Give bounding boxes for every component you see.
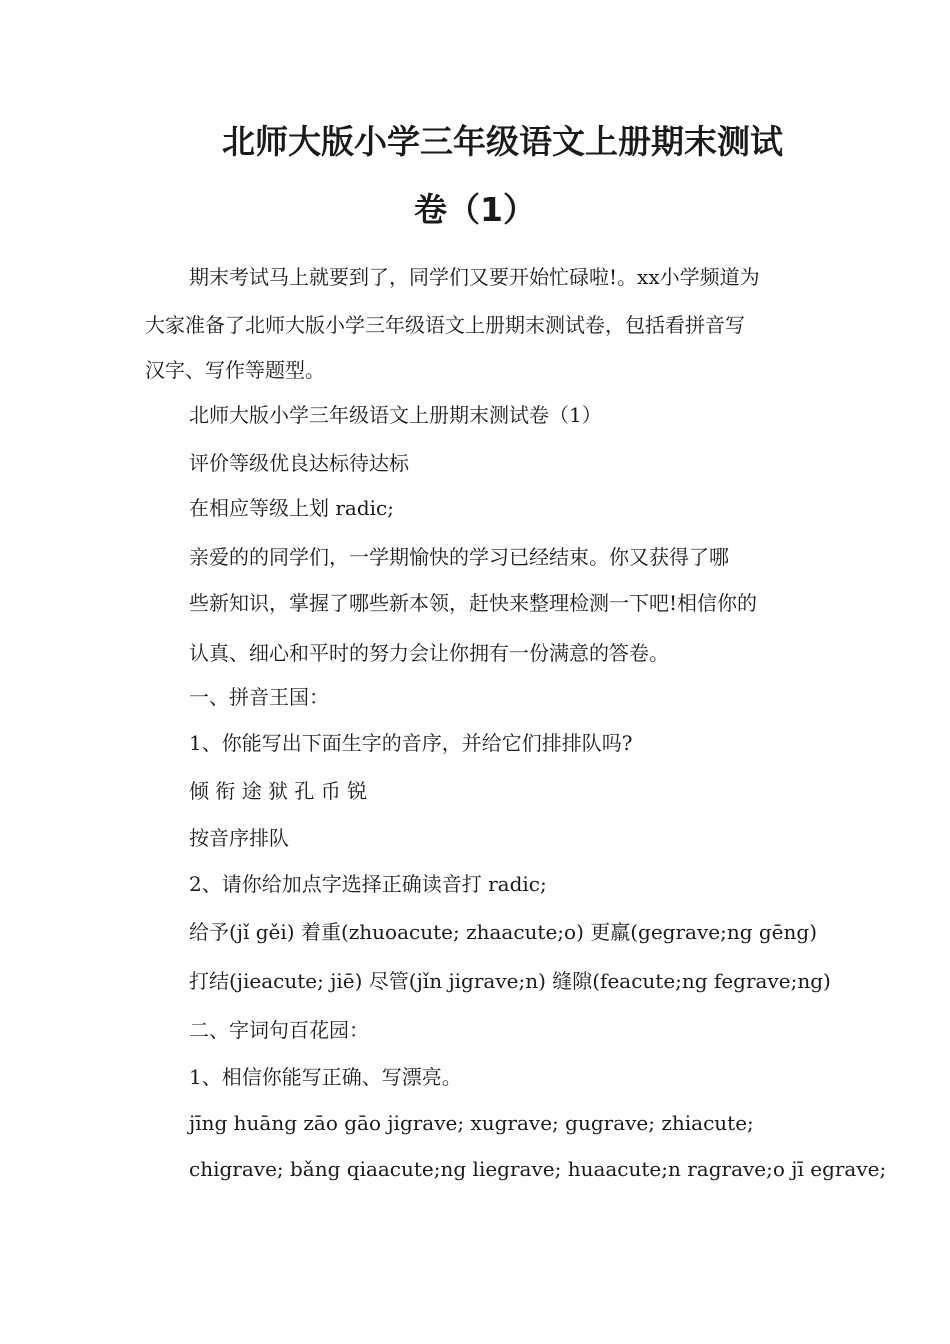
section-heading-words: 二、字词句百花园： [189,1018,369,1042]
greeting-line-3: 认真、细心和平时的努力会让你拥有一份满意的答卷。 [189,641,669,665]
document-title-line-1: 北师大版小学三年级语文上册期末测试 [222,122,783,161]
section-heading-pinyin: 一、拼音王国： [189,685,329,709]
intro-paragraph-line-3: 汉字、写作等题型。 [145,358,325,382]
pinyin-line-2: chigrave; bǎng qiaacute;ng liegrave; huaacute;n ragrave;o jī egrave; [189,1157,887,1181]
question-1-line: 1、你能写出下面生字的音序，并给它们排排队吗? [189,731,633,755]
greeting-line-1: 亲爱的的同学们，一学期愉快的学习已经结束。你又获得了哪 [189,545,729,569]
reading-choice-line-2: 打结(jieacute; jiē) 尽管(jǐn jigrave;n) 缝隙(feacute;ng fegrave;ng) [189,969,831,993]
greeting-line-2: 些新知识，掌握了哪些新本领，赶快来整理检测一下吧!相信你的 [189,591,758,615]
reading-choice-line-1: 给予(jǐ gěi) 着重(zhuoacute; zhaacute;o) 更羸(gegrave;ng gēng) [189,920,817,944]
mark-grade-instruction: 在相应等级上划 radic; [189,496,394,520]
pinyin-line-1: jīng huāng zāo gāo jigrave; xugrave; gugrave; zhiacute; [189,1111,754,1135]
document-title-line-2: 卷（1） [414,190,536,229]
exam-title-line: 北师大版小学三年级语文上册期末测试卷（1） [189,403,602,427]
evaluation-grade-line: 评价等级优良达标待达标 [189,451,409,475]
intro-paragraph-line-1: 期末考试马上就要到了，同学们又要开始忙碌啦!。xx小学频道为 [189,265,760,289]
character-list-line: 倾 衔 途 狱 孔 币 锐 [189,779,368,803]
order-instruction-line: 按音序排队 [189,826,289,850]
question-words-1-line: 1、相信你能写正确、写漂亮。 [189,1065,462,1089]
intro-paragraph-line-2: 大家准备了北师大版小学三年级语文上册期末测试卷，包括看拼音写 [145,313,745,337]
question-2-line: 2、请你给加点字选择正确读音打 radic; [189,872,547,896]
